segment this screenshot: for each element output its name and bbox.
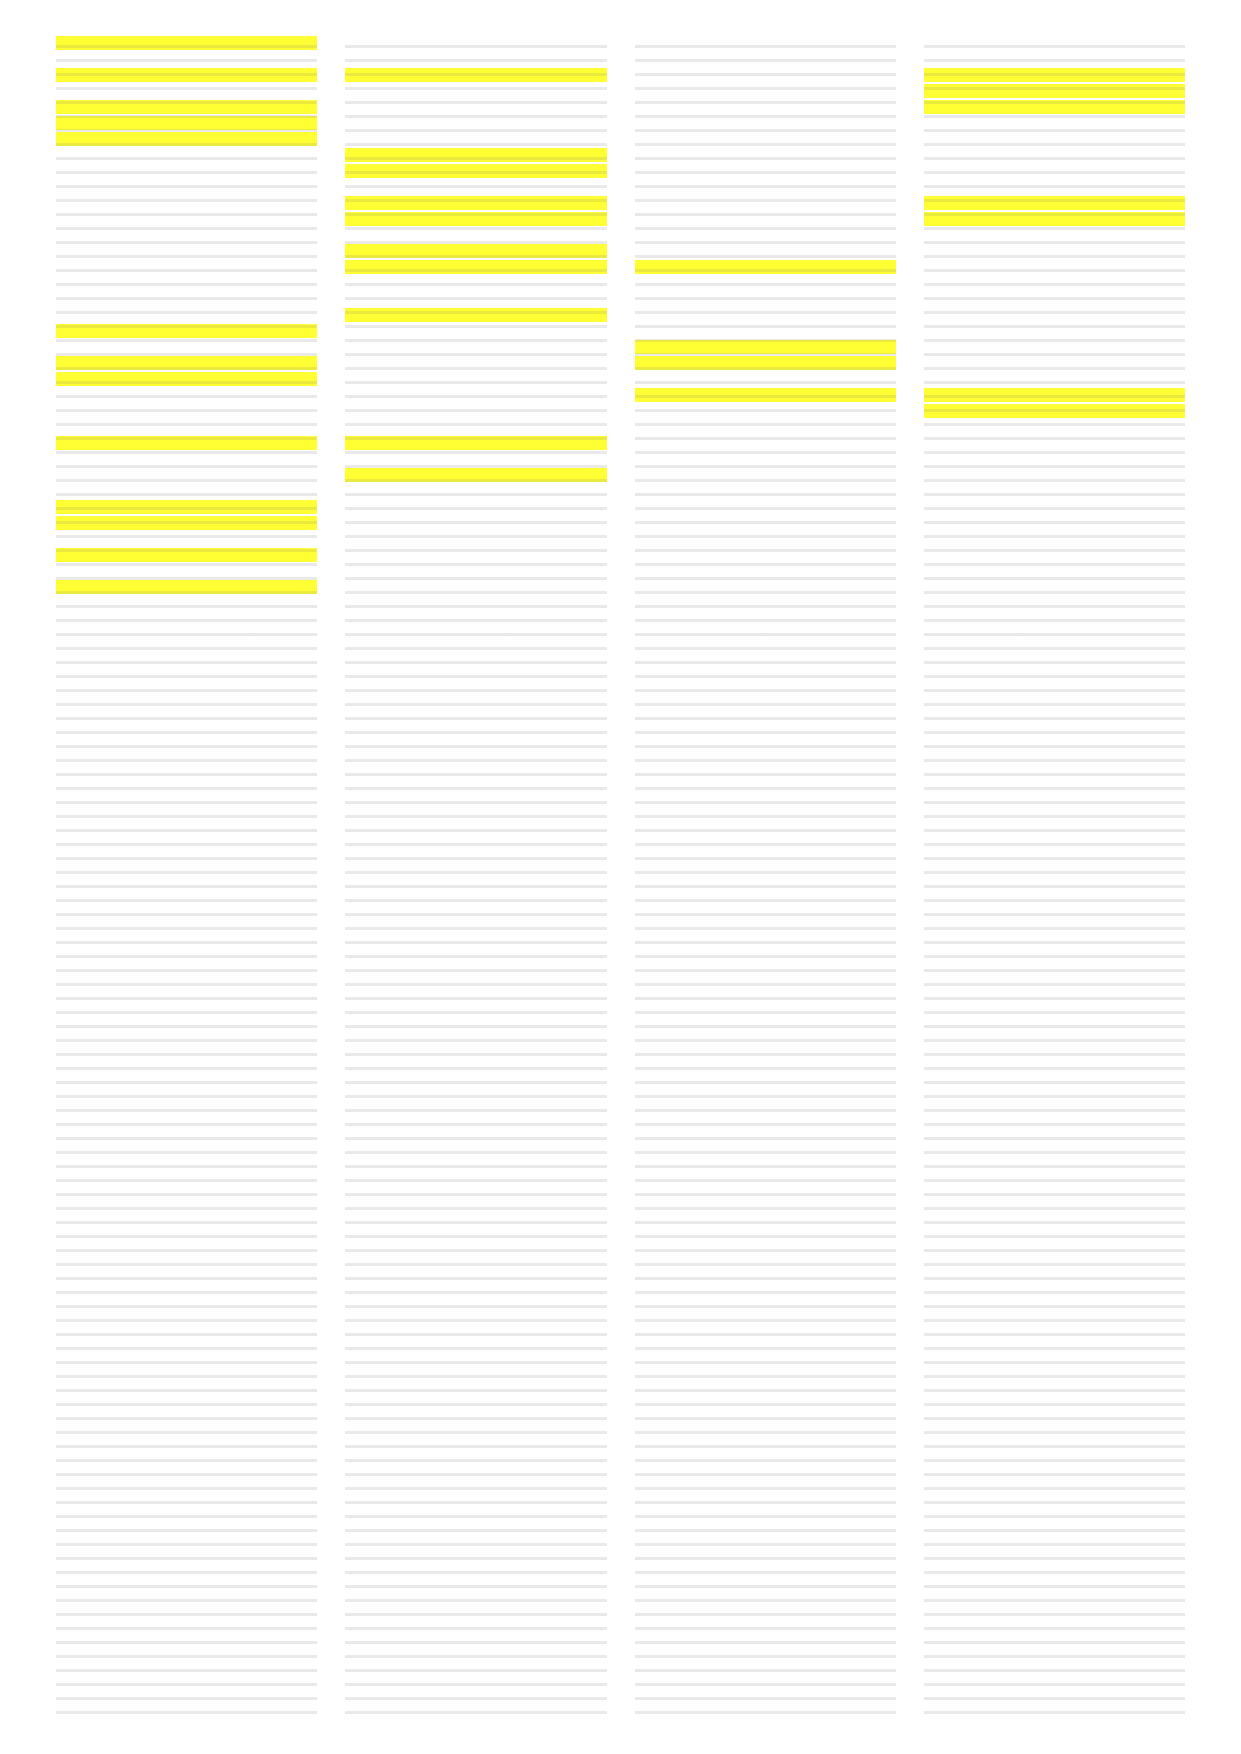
text-paragraph [345, 308, 606, 322]
text-paragraph [56, 292, 317, 306]
text-paragraph [345, 404, 606, 418]
text-paragraph [635, 308, 896, 322]
text-paragraph [56, 68, 317, 82]
text-paragraph [924, 484, 1185, 498]
text-paragraph [345, 52, 606, 66]
text-paragraph [56, 420, 317, 434]
text-paragraph [635, 164, 896, 178]
text-paragraph [924, 196, 1185, 210]
section-heading [635, 420, 896, 434]
text-paragraph [56, 52, 317, 66]
text-paragraph [924, 452, 1185, 466]
text-paragraph [924, 372, 1185, 386]
text-paragraph [345, 468, 606, 482]
section-heading [56, 484, 317, 498]
section-heading [345, 132, 606, 146]
text-paragraph [924, 420, 1185, 434]
section-heading [924, 356, 1185, 370]
text-paragraph [635, 372, 896, 386]
text-paragraph [924, 116, 1185, 130]
text-paragraph [635, 276, 896, 290]
text-paragraph [924, 68, 1185, 82]
text-paragraph [635, 500, 896, 514]
text-paragraph [345, 516, 606, 530]
text-paragraph [56, 212, 317, 226]
section-heading [924, 276, 1185, 290]
text-paragraph [56, 36, 317, 50]
section-heading [345, 84, 606, 98]
section-heading [924, 468, 1185, 482]
section-heading [635, 324, 896, 338]
section-heading [924, 324, 1185, 338]
text-paragraph [635, 212, 896, 226]
text-paragraph [56, 356, 317, 370]
section-heading [345, 276, 606, 290]
section-heading [56, 84, 317, 98]
text-paragraph [924, 340, 1185, 354]
text-paragraph [56, 548, 317, 562]
text-paragraph [345, 564, 606, 578]
text-paragraph [345, 100, 606, 114]
text-paragraph [635, 148, 896, 162]
text-paragraph [924, 84, 1185, 98]
section-heading [56, 340, 317, 354]
text-paragraph [56, 116, 317, 130]
text-paragraph [635, 388, 896, 402]
text-paragraph [345, 580, 606, 594]
text-paragraph [56, 580, 317, 594]
text-paragraph [56, 308, 317, 322]
text-paragraph [635, 340, 896, 354]
text-paragraph [56, 324, 317, 338]
section-heading [56, 404, 317, 418]
section-heading [56, 228, 317, 242]
text-paragraph [924, 36, 1185, 50]
text-paragraph [924, 148, 1185, 162]
text-paragraph [635, 436, 896, 450]
section-heading [924, 180, 1185, 194]
text-paragraph [56, 596, 317, 610]
text-paragraph [345, 356, 606, 370]
text-paragraph [345, 292, 606, 306]
text-column-4 [924, 36, 1185, 1714]
text-paragraph [345, 164, 606, 178]
text-paragraph [635, 484, 896, 498]
section-heading [924, 532, 1185, 546]
text-paragraph [56, 468, 317, 482]
text-paragraph [56, 372, 317, 386]
text-paragraph [924, 516, 1185, 530]
section-heading [345, 548, 606, 562]
text-paragraph [924, 260, 1185, 274]
section-heading [635, 468, 896, 482]
text-paragraph [635, 180, 896, 194]
text-paragraph [635, 116, 896, 130]
section-heading [924, 132, 1185, 146]
text-paragraph [56, 532, 317, 546]
section-heading [924, 500, 1185, 514]
section-heading [56, 612, 317, 626]
text-paragraph [635, 356, 896, 370]
text-paragraph [345, 212, 606, 226]
text-paragraph [345, 148, 606, 162]
text-paragraph [56, 452, 317, 466]
text-paragraph [635, 292, 896, 306]
text-paragraph [56, 276, 317, 290]
text-paragraph [635, 404, 896, 418]
text-paragraph [635, 516, 896, 530]
text-paragraph [345, 196, 606, 210]
text-paragraph [345, 532, 606, 546]
text-paragraph [345, 340, 606, 354]
text-paragraph [56, 388, 317, 402]
section-heading [635, 68, 896, 82]
text-paragraph [56, 500, 317, 514]
text-paragraph [924, 292, 1185, 306]
text-paragraph [56, 436, 317, 450]
text-paragraph [345, 116, 606, 130]
text-paragraph [635, 260, 896, 274]
text-paragraph [924, 404, 1185, 418]
text-paragraph [56, 132, 317, 146]
section-heading [56, 564, 317, 578]
text-paragraph [345, 324, 606, 338]
section-heading [345, 500, 606, 514]
section-heading [56, 148, 317, 162]
section-heading [345, 228, 606, 242]
text-paragraph [56, 244, 317, 258]
text-paragraph [56, 100, 317, 114]
text-paragraph [345, 420, 606, 434]
text-paragraph [345, 244, 606, 258]
text-paragraph [924, 100, 1185, 114]
section-heading [56, 260, 317, 274]
section-heading [635, 132, 896, 146]
text-column-3 [635, 36, 896, 1714]
text-paragraph [56, 196, 317, 210]
text-paragraph [56, 628, 317, 642]
text-paragraph [635, 228, 896, 242]
text-paragraph [56, 180, 317, 194]
section-heading [924, 436, 1185, 450]
section-heading [345, 180, 606, 194]
text-paragraph [56, 164, 317, 178]
section-heading [635, 196, 896, 210]
text-paragraph [635, 52, 896, 66]
text-paragraph [56, 516, 317, 530]
section-heading [345, 452, 606, 466]
text-paragraph [635, 244, 896, 258]
text-paragraph [345, 260, 606, 274]
text-paragraph [345, 68, 606, 82]
text-paragraph [345, 436, 606, 450]
text-paragraph [924, 164, 1185, 178]
text-paragraph [635, 36, 896, 50]
text-paragraph [924, 388, 1185, 402]
text-paragraph [635, 452, 896, 466]
text-paragraph [635, 84, 896, 98]
text-paragraph [345, 36, 606, 50]
text-column-1 [56, 36, 317, 1714]
text-column-2 [345, 36, 606, 1714]
text-paragraph [345, 484, 606, 498]
text-paragraph [924, 228, 1185, 242]
text-paragraph [924, 212, 1185, 226]
section-heading [924, 52, 1185, 66]
text-paragraph [924, 308, 1185, 322]
text-paragraph [345, 388, 606, 402]
text-paragraph [924, 548, 1185, 562]
section-heading [345, 372, 606, 386]
section-heading [924, 244, 1185, 258]
section-heading [635, 100, 896, 114]
text-paragraph [924, 564, 1185, 578]
